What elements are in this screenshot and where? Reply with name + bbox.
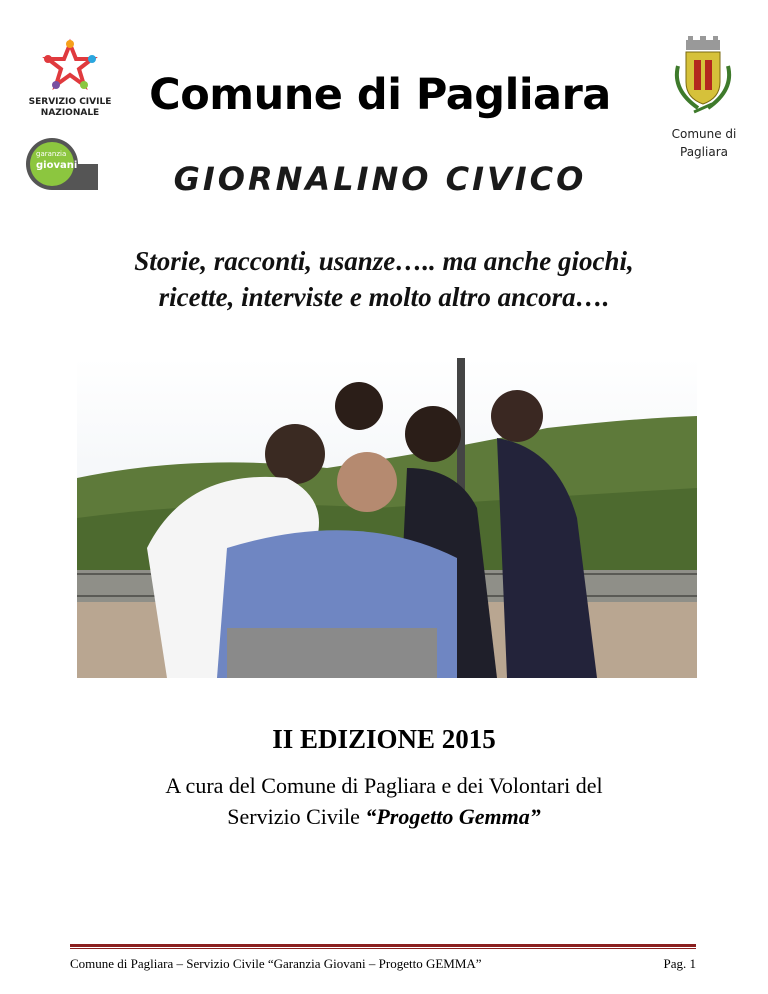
gg-text-1: garanzia [36, 150, 67, 158]
servizio-civile-logo [22, 38, 118, 122]
gg-text-2: giovani [36, 160, 78, 171]
project-name: “Progetto Gemma” [365, 804, 541, 829]
comune-crest [668, 36, 738, 128]
curator-line-2 [40, 804, 728, 830]
crest-caption-1: Comune di [671, 127, 737, 141]
footer-text: Comune di Pagliara – Servizio Civile “Garanzia Giovani – Progetto GEMMA” [70, 956, 482, 971]
scn-text-1: SERVIZIO CIVILE [28, 97, 112, 107]
page-number: Pag. 1 [663, 956, 696, 971]
group-photo [77, 358, 697, 678]
scn-text-2: NAZIONALE [40, 108, 100, 118]
page-title: Comune di Pagliara [149, 70, 611, 120]
footer-rule [70, 944, 696, 947]
page-subtitle: GIORNALINO CIVICO [173, 160, 587, 198]
curator-prefix: Servizio Civile [227, 804, 366, 829]
crest-caption-2: Pagliara [680, 145, 728, 159]
curator-line-1: A cura del Comune di Pagliara e dei Volontari del [165, 773, 603, 798]
tagline-line-1: Storie, racconti, usanze….. ma anche giochi, [134, 246, 634, 276]
edition-heading: II EDIZIONE 2015 [272, 724, 496, 754]
garanzia-giovani-logo [22, 134, 102, 194]
footer-rule-thin [70, 948, 696, 949]
tagline-line-2: ricette, interviste e molto altro ancora…. [158, 282, 610, 312]
